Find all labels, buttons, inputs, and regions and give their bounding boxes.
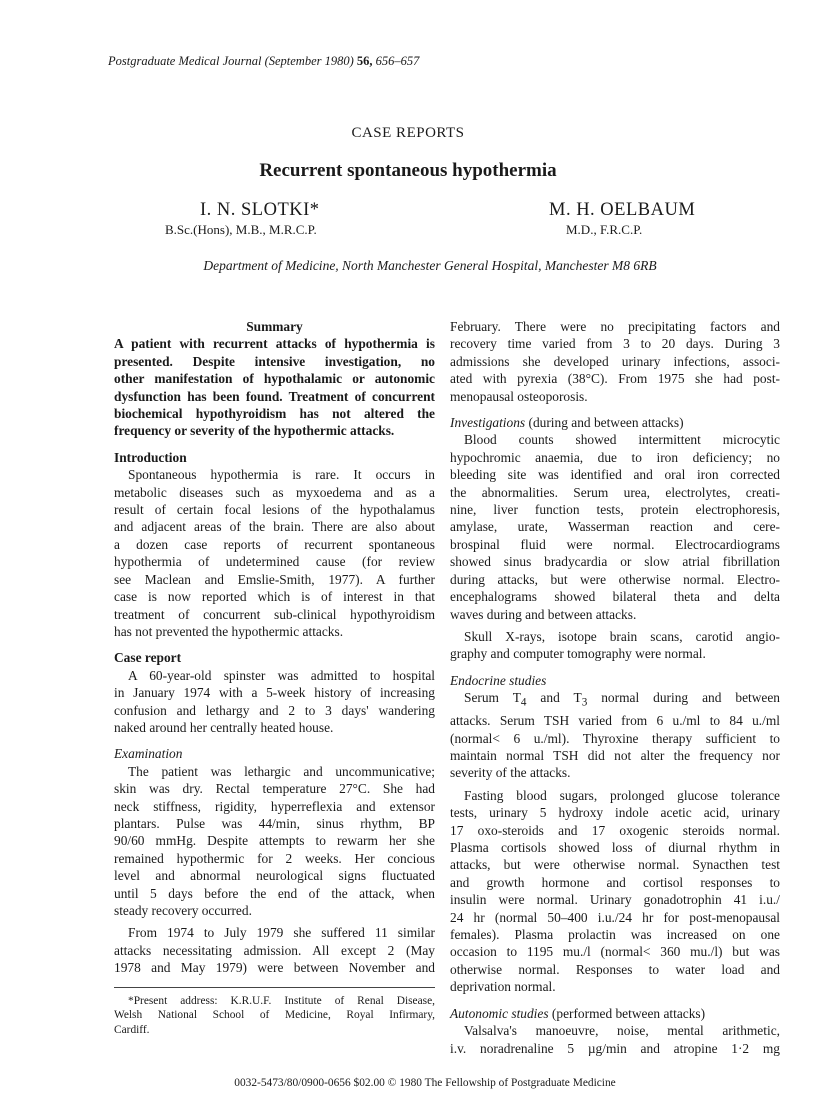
examination-paragraph-2 (114, 924, 435, 976)
text-line: 24 hr (normal 50–400 i.u./24 hr for post-menopausal (450, 909, 780, 925)
text-line: ated with pyrexia (38°C). From 1975 she had post- (450, 371, 780, 387)
footnote-divider (114, 987, 435, 988)
text-line: encephalograms showed bilateral theta and delta (450, 589, 780, 605)
endocrine-paragraph (450, 689, 780, 782)
text-line: menopausal osteoporosis. (450, 388, 588, 404)
text-line: brospinal fluid were normal. Electrocardiograms (450, 536, 780, 552)
investigations-heading-suffix: (during and between attacks) (525, 415, 684, 431)
section-title: CASE REPORTS (351, 125, 465, 141)
text-line: showed sinus bradycardia or slow atrial fibrillation (450, 554, 780, 570)
text-line: otherwise normal. Responses to water load and (450, 961, 780, 977)
author-1-name: I. N. SLOTKI* (200, 200, 320, 220)
text-line: waves during and between attacks. (450, 606, 637, 622)
page-footer: 0032-5473/80/0900-0656 $02.00 © 1980 The Fellowship of Postgraduate Medicine (234, 1077, 616, 1089)
autonomic-paragraph (450, 1022, 780, 1057)
autonomic-heading-suffix: (performed between attacks) (548, 1005, 706, 1021)
text-line: the abnormalities. Serum urea, electrolytes, creati- (450, 484, 780, 500)
intro-paragraph (114, 466, 435, 640)
text-line: maintain normal TSH did not alter the frequency nor (450, 748, 780, 764)
text-fragment: normal during and between (587, 690, 781, 706)
intro-heading: Introduction (114, 449, 187, 465)
text-line: recovery time varied from 3 to 20 days. During 3 (450, 336, 780, 352)
text-line: attacks necessitating admission. All except 2 (May (114, 942, 435, 958)
affiliation: Department of Medicine, North Manchester General Hospital, Manchester M8 6RB (203, 258, 657, 273)
text-line: presented. Despite intensive investigation, no (114, 353, 435, 369)
text-line: case is now reported which is of interest in that (114, 589, 435, 605)
text-line: From 1974 to July 1979 she suffered 11 similar (128, 925, 435, 941)
author-1-credentials: B.Sc.(Hons), M.B., M.R.C.P. (165, 222, 317, 237)
case-report-heading: Case report (114, 650, 182, 666)
text-line: bleeding site was identified and oral iron corrected (450, 467, 780, 483)
text-line: severity of the attacks. (450, 765, 571, 781)
text-line: attacks, but were otherwise normal. Synacthen test (450, 857, 780, 873)
text-line: Valsalva's manoeuvre, noise, mental arithmetic, (464, 1023, 780, 1039)
summary-heading: Summary (246, 319, 303, 334)
text-line: deprivation normal. (450, 979, 556, 995)
journal-volume: 56, (356, 54, 373, 68)
text-line: naked around her centrally heated house. (114, 719, 334, 735)
text-line: The patient was lethargic and uncommunicative; (128, 763, 435, 779)
text-line: A 60-year-old spinster was admitted to hospital (128, 667, 435, 683)
text-line: Fasting blood sugars, prolonged glucose tolerance (464, 787, 780, 803)
left-column (114, 318, 435, 1037)
examination-heading: Examination (114, 746, 183, 762)
text-line: until 5 days before the end of the attack, when (114, 885, 435, 901)
endocrine-paragraph-2 (450, 787, 780, 996)
text-line: February. There were no precipitating factors and (450, 319, 780, 334)
text-line: attacks. Serum TSH varied from 6 u./ml to 84 u./ml (450, 713, 780, 729)
text-line: metabolic diseases such as myxoedema and as a (114, 484, 435, 500)
endocrine-heading: Endocrine studies (450, 672, 547, 688)
text-line: treatment of concurrent sub-clinical hypothyroidism (114, 606, 435, 622)
text-line: skin was dry. Rectal temperature 27°C. She had (114, 781, 435, 797)
text-line: see Maclean and Emslie-Smith, 1977). A further (114, 571, 435, 587)
journal-issue: (September 1980) (264, 54, 354, 68)
continuation-paragraph (450, 318, 780, 405)
text-line: *Present address: K.R.U.F. Institute of Renal Disease, (128, 994, 435, 1007)
text-line: tests, urinary 5 hydroxy indole acetic acid, urinary (450, 805, 780, 821)
text-line: (normal< 6 u./ml). Thyroxine therapy sufficient to (450, 730, 780, 746)
text-line: Skull X-rays, isotope brain scans, carotid angio- (464, 628, 780, 644)
autonomic-heading (450, 1005, 780, 1022)
text-line: dysfunction has been found. Treatment of concurrent (114, 388, 435, 404)
text-line: A patient with recurrent attacks of hypothermia is (114, 336, 435, 352)
text-line: during attacks, but were otherwise normal. Electro- (450, 571, 780, 587)
autonomic-heading-label: Autonomic studies (450, 1005, 549, 1021)
text-line: hypothermia of undetermined cause (for review (114, 554, 435, 570)
text-line: 1978 and May 1979) were between November and (114, 960, 435, 976)
journal-citation (108, 54, 419, 69)
subscript: 3 (581, 696, 588, 709)
author-2-credentials: M.D., F.R.C.P. (566, 222, 643, 237)
text-line: amylase, urate, Wasserman reaction and cere- (450, 519, 780, 535)
text-line: a dozen case reports of recurrent spontaneous (114, 536, 435, 552)
investigations-heading-label: Investigations (450, 415, 526, 431)
investigations-paragraph-2 (450, 628, 780, 663)
text-fragment: Serum T (464, 690, 521, 706)
text-line: occasion to 1195 mu./l (normal< 360 mu./l) but was (450, 944, 780, 960)
text-line: admissions she developed urinary infections, associ- (450, 353, 780, 369)
summary-text (114, 335, 435, 439)
text-line: neck stiffness, rigidity, hyperreflexia and extensor (114, 798, 435, 814)
text-line: in January 1974 with a 5-week history of increasing (114, 685, 435, 701)
text-fragment: and T (526, 690, 582, 706)
journal-name: Postgraduate Medical Journal (108, 54, 262, 68)
subscript: 4 (520, 696, 527, 709)
text-line: graphy and computer tomography were normal. (450, 646, 706, 662)
investigations-paragraph (450, 431, 780, 622)
investigations-heading (450, 414, 780, 431)
text-line: Cardiff. (114, 1023, 150, 1036)
text-line: frequency or severity of the hypothermic attacks. (114, 423, 395, 439)
text-line: has not prevented the hypothermic attacks. (114, 623, 344, 639)
text-line (450, 689, 780, 712)
text-line: hypochromic anaemia, due to iron deficiency; no (450, 449, 780, 465)
examination-paragraph (114, 763, 435, 920)
text-line: and adjacent areas of the brain. There are also about (114, 519, 435, 535)
text-line: result of certain focal lesions of the hypothalamus (114, 502, 435, 518)
text-line: Welsh National School of Medicine, Royal Infirmary, (114, 1009, 435, 1022)
text-line: Spontaneous hypothermia is rare. It occurs in (128, 467, 435, 483)
text-line: Blood counts showed intermittent microcytic (464, 432, 780, 448)
article-title: Recurrent spontaneous hypothermia (259, 160, 557, 181)
text-line: steady recovery occurred. (114, 903, 252, 918)
text-line: level and abnormal neurological signs fluctuated (114, 868, 435, 884)
text-line: other manifestation of hypothalamic or autonomic (114, 371, 435, 387)
text-line: insulin were normal. Urinary gonadotrophin 41 i.u./ (450, 892, 780, 908)
case-report-paragraph (114, 667, 435, 737)
text-line: and growth hormone and cortisol responses to (450, 874, 780, 890)
text-line: plantars. Pulse was 44/min, sinus rhythm, BP (114, 815, 435, 831)
right-column (450, 318, 780, 1057)
footnote (114, 994, 435, 1038)
journal-pages: 656–657 (375, 54, 420, 68)
text-line: females). Plasma prolactin was increased on one (450, 927, 780, 943)
text-line: remained hypothermic for 2 weeks. Her concious (114, 850, 435, 866)
text-line: biochemical hypothyroidism has not altered the (114, 406, 435, 422)
text-line: nine, liver function tests, protein electrophoresis, (450, 502, 780, 518)
author-2-name: M. H. OELBAUM (549, 200, 696, 220)
text-line: i.v. noradrenaline 5 µg/min and atropine 1·2 mg (450, 1040, 780, 1056)
text-line: confusion and lethargy and 2 to 3 days' wandering (114, 702, 435, 718)
text-line: 90/60 mmHg. Despite attempts to rewarm her she (114, 833, 435, 849)
text-line: Plasma cortisols showed loss of diurnal rhythm in (450, 840, 780, 856)
text-line: 17 oxo-steroids and 17 oxogenic steroids normal. (450, 822, 780, 838)
